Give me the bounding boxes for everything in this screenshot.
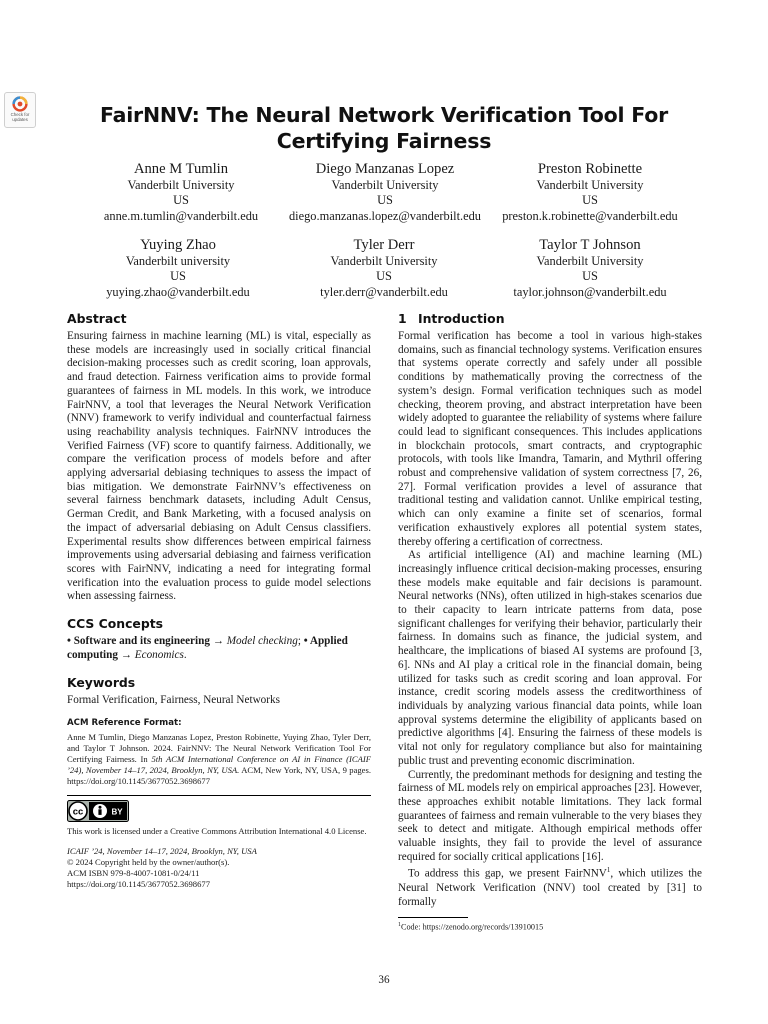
author-country: US [376,269,392,284]
left-column [67,311,371,890]
author-email[interactable]: tyler.derr@vanderbilt.edu [320,284,448,299]
author-block [58,237,298,300]
author-name: Diego Manzanas Lopez [315,161,455,177]
footnote: $^1$Code: https://zenodo.org/records/13910015 [398,922,544,932]
author-country: US [582,269,598,284]
author-country: US [582,193,598,208]
author-name: Preston Robinette [537,161,643,177]
author-email[interactable]: taylor.johnson@vanderbilt.edu [513,284,667,299]
keywords-heading: Keywords [67,675,136,691]
svg-text:cc: cc [72,806,84,818]
section-heading: 1 Introduction [398,311,505,326]
author-affiliation: Vanderbilt University [127,178,235,192]
intro-paragraph: Formal verification has become a tool in various high-stakes domains, such as financial technology systems. Verification ensures that systems operate correctly and safely under all possible conditions by mathematically proving the correctness of the system’s design. Formal verification techniques such as model checking, theorem proving, and abstract interpretation have been widely adopted to guarantee the reliability of systems where failure could lead to significant consequences. This includes applications in blockchain protocols, smart contracts, and cryptographic protocols, with tools like Imandra, Tamarin, and Mythril offering robust and comprehensive validation of system correctness [7, 26, 27]. Formal verification provides a level of assurance that traditional testing and validation cannot. Unlike empirical testing, which can only examine a finite set of scenarios, formal verification exhaustively explores all potential system states, thereby offering a certification of correctness. [398,330,702,548]
author-block [264,237,504,300]
ccs-concepts: • Software and its engineering → Model checking; • Applied computing → Economics. [67,635,348,661]
right-column [398,311,702,933]
author-email[interactable]: anne.m.tumlin@vanderbilt.edu [103,208,259,223]
author-block [470,161,710,224]
reference-heading: ACM Reference Format: [67,718,182,729]
creative-commons-icon[interactable] [67,800,129,822]
ccs-heading: CCS Concepts [67,616,163,632]
check-for-updates-badge[interactable] [4,92,36,128]
author-email[interactable]: preston.k.robinette@vanderbilt.edu [502,208,678,223]
author-block [470,237,710,300]
author-name: Anne M Tumlin [133,161,229,177]
copyright-line: © 2024 Copyright held by the owner/author(s). [67,856,230,867]
author-name: Taylor T Johnson [539,237,641,253]
footnote-marker[interactable]: 1 [606,866,611,875]
keywords-text: Formal Verification, Fairness, Neural Networks [67,694,280,707]
author-affiliation: Vanderbilt University [331,178,439,192]
author-email[interactable]: yuying.zhao@vanderbilt.edu [106,284,250,299]
author-country: US [170,269,186,284]
license-rule [67,795,371,796]
author-name: Yuying Zhao [140,237,216,253]
badge-label: Check for updates [10,112,30,122]
author-affiliation: Vanderbilt University [330,254,438,268]
intro-paragraph: To address this gap, we present FairNNV$^1$, which utilizes the Neural Network Verification (NNV) tool created by [31] to formally [398,866,702,908]
intro-paragraph: Currently, the predominant methods for designing and testing the fairness of ML models rely on empirical approaches [23]. However, these approaches exhibit notable limitations. They lack formal guarantees of fairness and remain vulnerable to the very biases they seek to detect and mitigate. Although empirical methods offer valuable insights, they fail to provide the level of assurance required for socially critical applications [16]. [398,768,702,863]
paper-title: FairNNV: The Neural Network Verification Tool For Certifying Fairness [99,103,669,153]
svg-text:BY: BY [111,807,123,817]
page-number: 36 [378,974,390,986]
reference-text: Anne M Tumlin, Diego Manzanas Lopez, Preston Robinette, Yuying Zhao, Tyler Derr, and Taylor T Johnson. 2024. FairNNV: The Neural Network Verification Tool For Certifying Fairness. In 5th ACM International Conference on AI in Finance (ICAIF ’24), November 14–17, 2024, Brooklyn, NY, USA. ACM, New York, NY, USA, 9 pages. https://doi.org/10.1145/3677052.3698677 [67,731,371,786]
author-email[interactable]: diego.manzanas.lopez@vanderbilt.edu [288,208,482,223]
conference-info [67,846,371,890]
author-affiliation: Vanderbilt University [536,178,644,192]
doi-link[interactable]: https://doi.org/10.1145/3677052.3698677 [67,878,210,889]
author-name: Tyler Derr [353,237,415,253]
author-country: US [377,193,393,208]
author-block [265,161,505,224]
footnote-rule [398,917,468,918]
abstract-text: Ensuring fairness in machine learning (ML) is vital, especially as these models are increasingly used in socially critical financial decision-making processes such as credit scoring, loan approvals, and fraud detection. Fairness verification aims to provide formal guarantees of fairness in ML models. In this work, we introduce FairNNV, a tool that leverages the Neural Network Verification (NNV) framework to verify individual and counterfactual fairness using reachability analysis techniques. FairNNV introduces the Verified Fairness (VF) score to quantify fairness. Additionally, we compare the verification process of models before and after applying adversarial debiasing techniques to assess the impact of bias mitigation. We demonstrate FairNNV’s effectiveness on several fairness benchmark datasets, including Adult Census, German Credit, and Bank Marketing, with a focused analysis on the impact of adversarial debiasing on Adult Census classifiers. Experimental results show differences between empirical fairness improvements using adversarial debiasing and fairness verification scores with FairNNV, indicating a need for integrating formal verification into the evaluation process to guide model selections when assessing fairness. [67,330,371,603]
author-affiliation: Vanderbilt university [125,254,231,268]
intro-paragraph: As artificial intelligence (AI) and machine learning (ML) increasingly influence critical decision-making processes, ensuring these models make equitable and fair decisions is paramount. Neural networks (NNs), often utilized in high-stakes scenarios due to their capacity to learn intricate patterns from data, pose significant challenges for verifying their behavior, particularly their fairness. In domains such as finance, the judicial system, and healthcare, the implications of biased AI systems are profound [3, 6]. NNs and AI play a critical role in the financial domain, being utilized for tasks such as credit scoring and loan approval. For instance, credit scoring models assess the creditworthiness of individuals by analyzing various financial data points, while loan approval systems determine the eligibility of applicants based on predictive algorithms [4]. Ensuring the fairness of these models is vital not only for regulatory compliance but also for maintaining public trust and preventing economic discrimination. [398,549,702,767]
abstract-heading: Abstract [67,311,127,326]
crossmark-icon [12,96,28,112]
author-affiliation: Vanderbilt University [536,254,644,268]
license-text: This work is licensed under a Creative Commons Attribution International 4.0 License. [67,825,367,836]
author-country: US [173,193,189,208]
conference-line: ICAIF ’24, November 14–17, 2024, Brooklyn, NY, USA [67,845,257,856]
isbn-line: ACM ISBN 979-8-4007-1081-0/24/11 [67,867,200,878]
